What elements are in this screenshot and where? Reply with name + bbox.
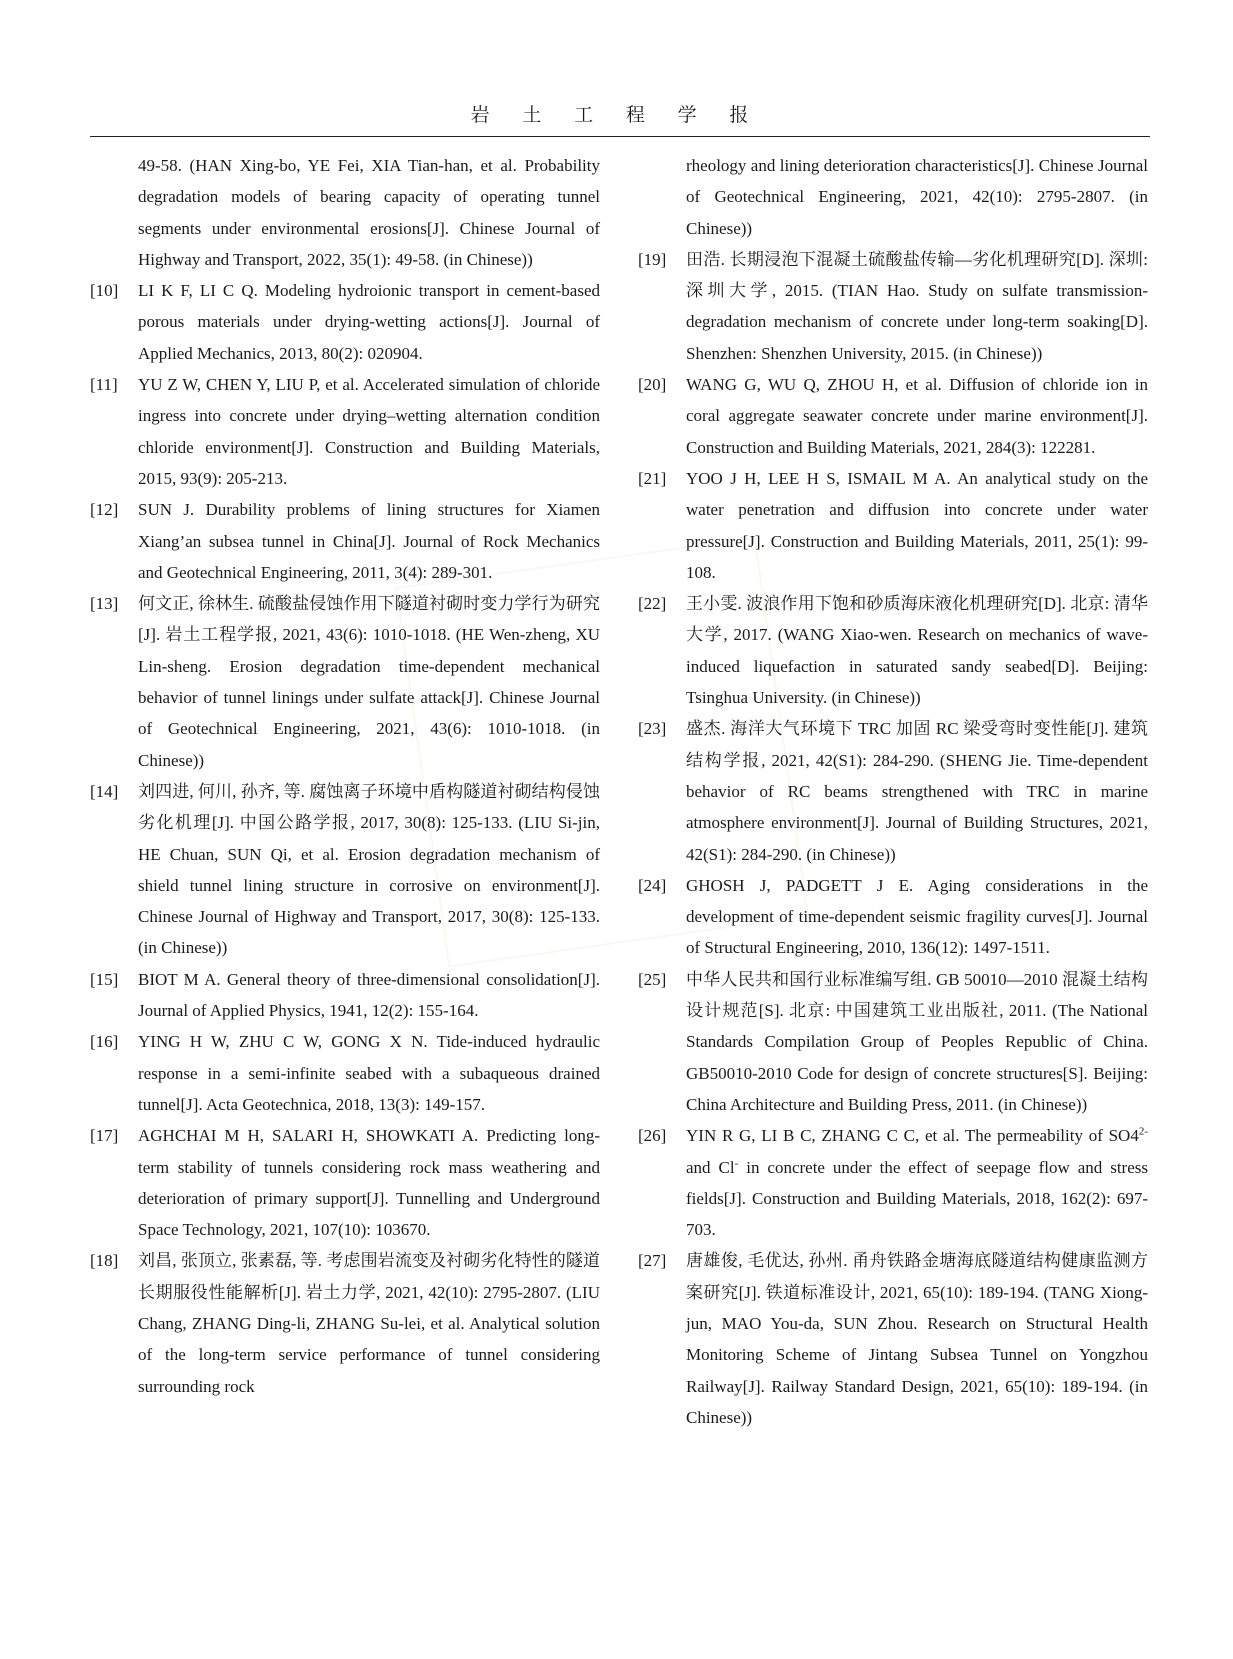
reference-item — [90, 369, 600, 494]
reference-item — [638, 369, 1148, 463]
left-column — [90, 150, 600, 1402]
reference-text: 中华人民共和国行业标准编写组. GB 50010—2010 混凝土结构设计规范[S]. 北京: 中国建筑工业出版社, 2011. (The National Standards Compilation Group of Peoples Republic of China. GB50010-2010 Code for design of concrete structures[S]. Beijing: China Architecture and Building Press, 2011. (in Chinese)) — [686, 969, 1148, 1114]
reference-text: BIOT M A. General theory of three-dimensional consolidation[J]. Journal of Applied Physics, 1941, 12(2): 155-164. — [138, 969, 600, 1021]
reference-text — [686, 1126, 1148, 1239]
reference-text: 何文正, 徐林生. 硫酸盐侵蚀作用下隧道衬砌时变力学行为研究[J]. 岩土工程学报, 2021, 43(6): 1010-1018. (HE Wen-zheng, XU Lin-sheng. Erosion degradation time-dependent mechanical behavior of tunnel linings under sulfate attack[J]. Chinese Journal of Geotechnical Engineering, 2021, 43(6): 1010-1018. (in Chinese)) — [138, 594, 600, 770]
reference-number: [10] — [90, 281, 119, 301]
text-part: YIN R G, LI B C, ZHANG C C, et al. The permeability of SO4 — [686, 1126, 1139, 1146]
reference-number: [18] — [90, 1251, 119, 1271]
reference-number: [17] — [90, 1126, 119, 1146]
reference-text: AGHCHAI M H, SALARI H, SHOWKATI A. Predicting long-term stability of tunnels considering rock mass weathering and deterioration of primary support[J]. Tunnelling and Underground Space Technology, 2021, 107(10): 103670. — [138, 1126, 600, 1240]
reference-item — [90, 494, 600, 588]
right-column — [638, 150, 1148, 1433]
reference-item — [638, 244, 1148, 369]
reference-text: 刘昌, 张顶立, 张素磊, 等. 考虑围岩流变及衬砌劣化特性的隧道长期服役性能解析[J]. 岩土力学, 2021, 42(10): 2795-2807. (LIU Chang, ZHANG Ding-li, ZHANG Su-lei, et al. Analytical solution of the long-term service performance of tunnel considering surrounding rock — [138, 1251, 600, 1396]
reference-text: YING H W, ZHU C W, GONG X N. Tide-induced hydraulic response in a semi-infinite seabed with a subaqueous drained tunnel[J]. Acta Geotechnica, 2018, 13(3): 149-157. — [138, 1032, 600, 1114]
reference-number: [13] — [90, 594, 119, 614]
reference-item — [638, 588, 1148, 713]
reference-continuation — [638, 150, 1148, 244]
reference-item — [90, 1026, 600, 1120]
reference-number: [11] — [90, 375, 118, 395]
reference-text: WANG G, WU Q, ZHOU H, et al. Diffusion of chloride ion in coral aggregate seawater concrete under marine environment[J]. Construction and Building Materials, 2021, 284(3): 122281. — [686, 375, 1148, 457]
reference-item — [90, 964, 600, 1027]
reference-number: [26] — [638, 1126, 667, 1146]
reference-number: [12] — [90, 500, 119, 520]
text-part: and Cl — [686, 1157, 735, 1177]
superscript: 2- — [1138, 1125, 1148, 1138]
reference-number: [19] — [638, 249, 667, 269]
reference-item — [90, 1245, 600, 1401]
reference-number: [21] — [638, 468, 667, 488]
text-part: in concrete under the effect of seepage flow and stress fields[J]. Construction and Building Materials, 2018, 162(2): 697-703. — [686, 1157, 1148, 1240]
reference-item — [638, 1245, 1148, 1433]
reference-item — [638, 713, 1148, 869]
reference-number: [15] — [90, 969, 119, 989]
reference-continuation — [90, 150, 600, 275]
reference-item — [638, 964, 1148, 1120]
reference-item — [90, 275, 600, 369]
reference-number: [25] — [638, 969, 667, 989]
reference-text: 田浩. 长期浸泡下混凝土硫酸盐传输—劣化机理研究[D]. 深圳: 深圳大学, 2015. (TIAN Hao. Study on sulfate transmission-degradation mechanism of concrete under long-term soaking[D]. Shenzhen: Shenzhen University, 2015. (in Chinese)) — [686, 249, 1148, 363]
reference-text: SUN J. Durability problems of lining structures for Xiamen Xiang’an subsea tunnel in China[J]. Journal of Rock Mechanics and Geotechnical Engineering, 2011, 3(4): 289-301. — [138, 500, 600, 582]
reference-number: [22] — [638, 594, 667, 614]
superscript: - — [734, 1156, 739, 1169]
reference-text: GHOSH J, PADGETT J E. Aging considerations in the development of time-dependent seismic fragility curves[J]. Journal of Structural Engineering, 2010, 136(12): 1497-1511. — [686, 875, 1148, 958]
reference-number: [20] — [638, 375, 667, 395]
reference-number: [16] — [90, 1032, 119, 1052]
reference-item — [90, 1120, 600, 1245]
header-rule — [90, 136, 1150, 137]
reference-number: [23] — [638, 719, 667, 739]
reference-item — [638, 1120, 1148, 1245]
reference-item — [638, 870, 1148, 964]
reference-text: 49-58. (HAN Xing-bo, YE Fei, XIA Tian-han, et al. Probability degradation models of bearing capacity of operating tunnel segments under environmental erosions[J]. Chinese Journal of Highway and Transport, 2022, 35(1): 49-58. (in Chinese)) — [138, 156, 600, 269]
reference-item — [90, 776, 600, 964]
reference-text: LI K F, LI C Q. Modeling hydroionic transport in cement-based porous materials under drying-wetting actions[J]. Journal of Applied Mechanics, 2013, 80(2): 020904. — [138, 281, 600, 363]
reference-text: YOO J H, LEE H S, ISMAIL M A. An analytical study on the water penetration and diffusion into concrete under water pressure[J]. Construction and Building Materials, 2011, 25(1): 99-108. — [686, 468, 1148, 582]
reference-number: [24] — [638, 875, 667, 895]
reference-item — [638, 463, 1148, 588]
reference-number: [27] — [638, 1251, 667, 1271]
reference-text: 唐雄俊, 毛优达, 孙州. 甬舟铁路金塘海底隧道结构健康监测方案研究[J]. 铁道标准设计, 2021, 65(10): 189-194. (TANG Xiong-jun, MAO You-da, SUN Zhou. Research on Structural Health Monitoring Scheme of Jintang Subsea Tunnel on Yongzhou Railway[J]. Railway Standard Design, 2021, 65(10): 189-194. (in Chinese)) — [686, 1251, 1148, 1427]
reference-text: 刘四进, 何川, 孙齐, 等. 腐蚀离子环境中盾构隧道衬砌结构侵蚀劣化机理[J]. 中国公路学报, 2017, 30(8): 125-133. (LIU Si-jin, HE Chuan, SUN Qi, et al. Erosion degradation mechanism of shield tunnel lining structure in corrosive on environment[J]. Chinese Journal of Highway and Transport, 2017, 30(8): 125-133. (in Chinese)) — [138, 781, 600, 958]
reference-item — [90, 588, 600, 776]
reference-text: YU Z W, CHEN Y, LIU P, et al. Accelerated simulation of chloride ingress into concrete under drying–wetting alternation condition chloride environment[J]. Construction and Building Materials, 2015, 93(9): 205-213. — [138, 375, 600, 488]
reference-text: 王小雯. 波浪作用下饱和砂质海床液化机理研究[D]. 北京: 清华大学, 2017. (WANG Xiao-wen. Research on mechanics of wave-induced liquefaction in saturated sandy seabed[D]. Beijing: Tsinghua University. (in Chinese)) — [686, 594, 1148, 708]
reference-text: 盛杰. 海洋大气环境下 TRC 加固 RC 梁受弯时变性能[J]. 建筑结构学报, 2021, 42(S1): 284-290. (SHENG Jie. Time-dependent behavior of RC beams strengthened with TRC in marine atmosphere environment[J]. Journal of Building Structures, 2021, 42(S1): 284-290. (in Chinese)) — [686, 719, 1148, 864]
journal-header: 岩 土 工 程 学 报 — [470, 105, 763, 126]
reference-text: rheology and lining deterioration characteristics[J]. Chinese Journal of Geotechnical Engineering, 2021, 42(10): 2795-2807. (in Chinese)) — [686, 156, 1148, 238]
reference-number: [14] — [90, 781, 119, 801]
